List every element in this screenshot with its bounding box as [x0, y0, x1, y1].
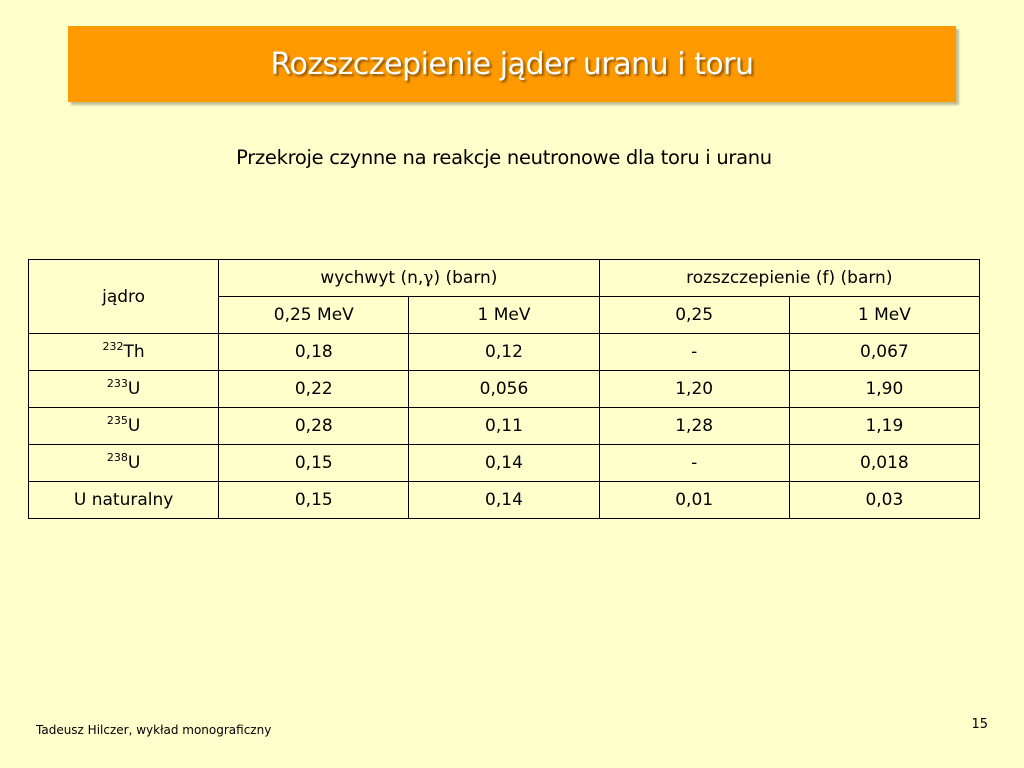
value-cell: 0,067 — [789, 334, 979, 371]
value-cell: 1,28 — [599, 408, 789, 445]
value-cell: 0,056 — [409, 371, 599, 408]
table-header-row — [29, 260, 980, 297]
nucleus-cell — [29, 445, 219, 482]
value-cell: 0,14 — [409, 445, 599, 482]
element-symbol: U — [127, 416, 141, 436]
header-capture-prefix: wychwyt (n, — [320, 268, 424, 288]
header-fission: rozszczepienie (f) (barn) — [599, 260, 979, 297]
value-cell: 1,20 — [599, 371, 789, 408]
nucleus-cell — [29, 408, 219, 445]
table-row — [29, 482, 980, 519]
subheader-cell: 1 MeV — [409, 297, 599, 334]
value-cell: 0,11 — [409, 408, 599, 445]
mass-number: 235 — [106, 414, 128, 427]
table-row — [29, 445, 980, 482]
value-cell: 0,18 — [219, 334, 409, 371]
title-bar — [68, 26, 956, 102]
element-symbol: U — [127, 379, 141, 399]
table-row — [29, 371, 980, 408]
element-symbol: Th — [123, 342, 145, 362]
page-number: 15 — [971, 717, 988, 732]
value-cell: 0,15 — [219, 445, 409, 482]
value-cell: - — [599, 334, 789, 371]
subheader-cell: 0,25 MeV — [219, 297, 409, 334]
nucleus-cell — [29, 371, 219, 408]
subheader-cell: 0,25 — [599, 297, 789, 334]
value-cell: 0,018 — [789, 445, 979, 482]
slide-title: Rozszczepienie jąder uranu i toru — [270, 46, 754, 82]
value-cell: 0,22 — [219, 371, 409, 408]
table-row — [29, 334, 980, 371]
header-capture-suffix: ) (barn) — [433, 268, 498, 288]
table-row — [29, 408, 980, 445]
nucleus-cell — [29, 334, 219, 371]
mass-number: 232 — [102, 340, 124, 353]
value-cell: - — [599, 445, 789, 482]
mass-number: 238 — [106, 451, 128, 464]
slide-subtitle: Przekroje czynne na reakcje neutronowe dla toru i uranu — [236, 146, 772, 169]
gamma-symbol: γ — [423, 268, 434, 288]
value-cell: 0,12 — [409, 334, 599, 371]
value-cell: 0,01 — [599, 482, 789, 519]
value-cell: 1,19 — [789, 408, 979, 445]
value-cell: 0,03 — [789, 482, 979, 519]
mass-number: 233 — [106, 377, 128, 390]
nucleus-cell: U naturalny — [29, 482, 219, 519]
value-cell: 0,15 — [219, 482, 409, 519]
value-cell: 1,90 — [789, 371, 979, 408]
cross-section-table — [28, 259, 980, 519]
subheader-cell: 1 MeV — [789, 297, 979, 334]
header-capture — [219, 260, 599, 297]
value-cell: 0,14 — [409, 482, 599, 519]
element-symbol: U — [127, 453, 141, 473]
value-cell: 0,28 — [219, 408, 409, 445]
header-nucleus: jądro — [29, 260, 219, 334]
footer-author: Tadeusz Hilczer, wykład monograficzny — [36, 723, 272, 737]
